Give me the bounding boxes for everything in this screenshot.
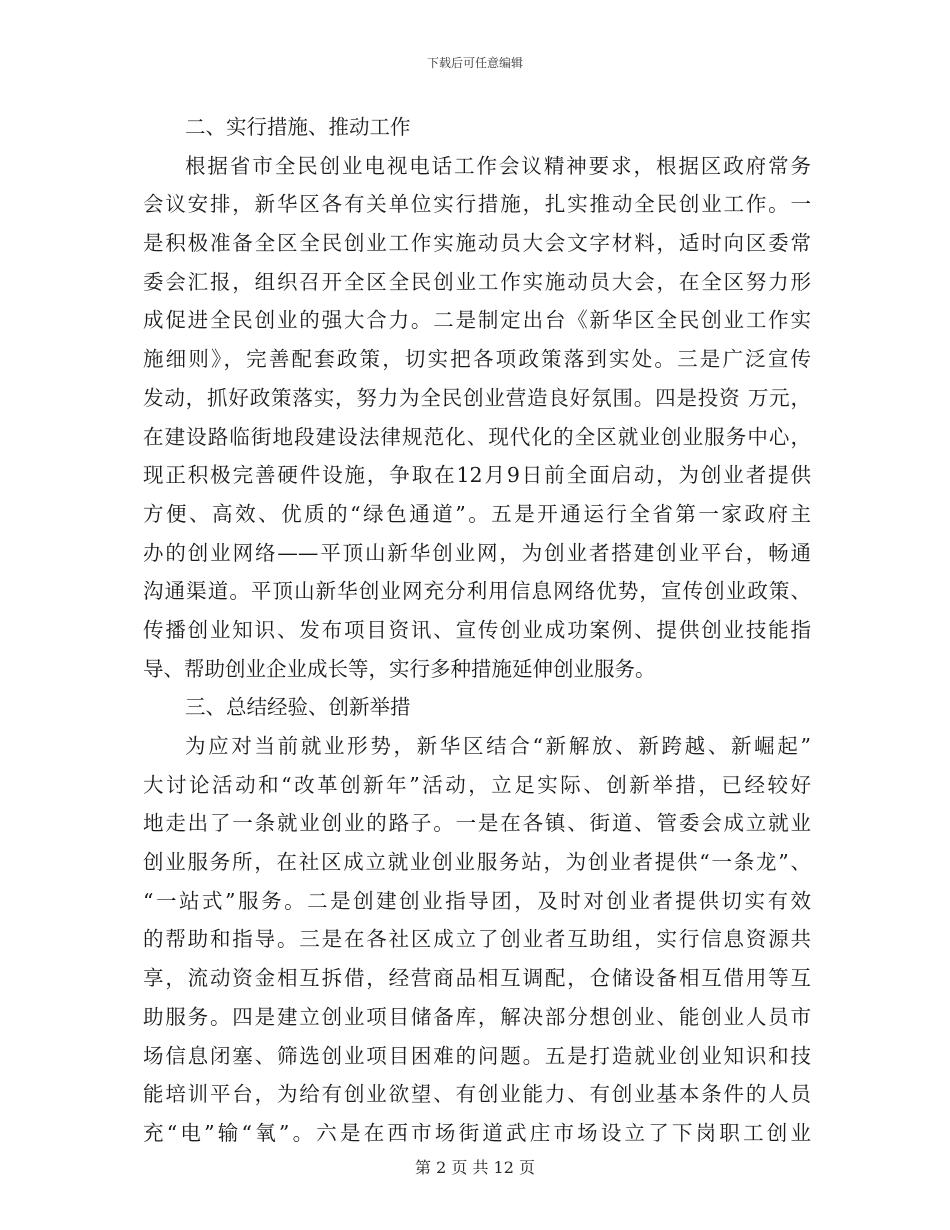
paragraph-line: 场信息闭塞、筛选创业项目困难的问题。五是打造就业创业知识和技 bbox=[143, 1043, 811, 1068]
paragraph-line: 在建设路临街地段建设法律规范化、现代化的全区就业创业服务中心， bbox=[143, 424, 811, 449]
paragraph-line: 沟通渠道。平顶山新华创业网充分利用信息网络优势，宣传创业政策、 bbox=[143, 579, 811, 604]
paragraph-line: 现正积极完善硬件设施，争取在12月9日前全面启动，为创业者提供 bbox=[143, 463, 811, 488]
paragraph-line: 助服务。四是建立创业项目储备库，解决部分想创业、能创业人员市 bbox=[143, 1004, 811, 1029]
page-number: 第 2 页 共 12 页 bbox=[415, 1158, 535, 1177]
paragraph-line: 享，流动资金相互拆借，经营商品相互调配，仓储设备相互借用等互 bbox=[143, 966, 811, 991]
paragraph-line: 地走出了一条就业创业的路子。一是在各镇、街道、管委会成立就业 bbox=[143, 811, 811, 836]
document-body bbox=[143, 108, 811, 1153]
paragraph-line: 委会汇报，组织召开全区全民创业工作实施动员大会，在全区努力形 bbox=[143, 269, 811, 294]
paragraph-line: 的帮助和指导。三是在各社区成立了创业者互助组，实行信息资源共 bbox=[143, 927, 811, 952]
section-heading: 三、总结经验、创新举措 bbox=[185, 695, 411, 720]
paragraph-line: 是积极准备全区全民创业工作实施动员大会文字材料，适时向区委常 bbox=[143, 231, 811, 256]
paragraph-line: 创业服务所，在社区成立就业创业服务站，为创业者提供“一条龙”、 bbox=[143, 850, 811, 875]
paragraph-line: 为应对当前就业形势，新华区结合“新解放、新跨越、新崛起” bbox=[185, 734, 811, 758]
header-note: 下载后可任意编辑 bbox=[426, 56, 523, 70]
paragraph-line: 会议安排，新华区各有关单位实行措施，扎实推动全民创业工作。一 bbox=[143, 192, 811, 217]
paragraph-line: 大讨论活动和“改革创新年”活动，立足实际、创新举措，已经较好 bbox=[143, 772, 811, 797]
paragraph-line: 根据省市全民创业电视电话工作会议精神要求，根据区政府常务 bbox=[185, 153, 811, 178]
paragraph-line: 传播创业知识、发布项目资讯、宣传创业成功案例、提供创业技能指 bbox=[143, 617, 811, 642]
paragraph-line: “一站式”服务。二是创建创业指导团，及时对创业者提供切实有效 bbox=[143, 888, 811, 913]
paragraph-line: 能培训平台，为给有创业欲望、有创业能力、有创业基本条件的人员 bbox=[143, 1082, 811, 1107]
paragraph-line: 办的创业网络——平顶山新华创业网，为创业者搭建创业平台，畅通 bbox=[143, 540, 811, 565]
section-heading: 二、实行措施、推动工作 bbox=[185, 115, 411, 139]
paragraph-line: 方便、高效、优质的“绿色通道”。五是开通运行全省第一家政府主 bbox=[143, 501, 811, 526]
paragraph-line: 施细则》，完善配套政策，切实把各项政策落到实处。三是广泛宣传 bbox=[143, 347, 811, 372]
paragraph-line: 充“电”输“氧”。六是在西市场街道武庄市场设立了下岗职工创业 bbox=[143, 1120, 811, 1145]
paragraph-line: 成促进全民创业的强大合力。二是制定出台《新华区全民创业工作实 bbox=[143, 308, 811, 333]
paragraph-line: 发动，抓好政策落实，努力为全民创业营造良好氛围。四是投资 万元， bbox=[143, 385, 811, 410]
paragraph-line: 导、帮助创业企业成长等，实行多种措施延伸创业服务。 bbox=[143, 656, 656, 681]
